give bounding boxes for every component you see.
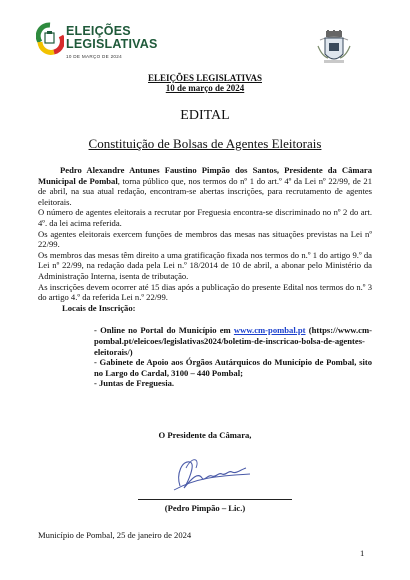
- document-type: EDITAL: [180, 108, 230, 123]
- logo-line-3: 10 DE MARÇO DE 2024: [66, 54, 122, 59]
- paragraph-5: As inscrições devem ocorrer até 15 dias após a publicação do presente Edital nos termos do n.º 3 do artigo 4.º da referida Lei n.º 22/99.: [38, 281, 372, 303]
- paragraph-1-text: , torna público que, nos termos do nº 1 do art.º 4º da Lei nº 22/99, de 21 de abril, na sua atual redação, encontram-se abertas inscrições, para recrutamento de agentes eleitorais.: [38, 175, 372, 207]
- location-item-online: [38, 325, 372, 357]
- header-date: 10 de março de 2024: [165, 83, 245, 93]
- location-item-online-prefix: - Online no Portal do Município em: [94, 325, 234, 336]
- location-item-office: - Gabinete de Apoio aos Órgãos Autárquicos do Município de Pombal, sito no Largo do Cardal, 3100 – 440 Pombal;: [94, 357, 372, 378]
- location-item-parishes: - Juntas de Freguesia.: [94, 378, 175, 389]
- location-item-online-url: (https://www.cm-pombal.pt/eleicoes/legislativas2024/boletim-de-inscricao-bolsa-de-agentes-eleitorais/): [94, 325, 372, 357]
- paragraph-2: O número de agentes eleitorais a recrutar por Freguesia encontra-se discriminado no nº 2 do art. 4º. da lei acima referida.: [38, 207, 372, 228]
- place-and-date: Município de Pombal, 25 de janeiro de 2024: [38, 530, 192, 540]
- page-number: 1: [360, 548, 365, 558]
- election-logo: [36, 20, 158, 78]
- paragraph-3: Os agentes eleitorais exercem funções de membros das mesas nas situações previstas na Lei nº 22/99.: [38, 228, 372, 250]
- locations-list: [38, 325, 372, 389]
- paragraph-4: Os membros das mesas têm direito a uma gratificação fixada nos termos do n.º 1 do artigo 9.º da Lei nº 22/99, na redação dada pela Lei n.º 18/2014 de 10 de abril, a abonar pelo Ministério da Administração Interna, isenta de tributação.: [38, 249, 372, 281]
- locais-heading: Locais de Inscrição:: [62, 302, 136, 313]
- president-name: Pedro Alexandre Antunes Faustino Pimpão dos Santos, Presidente da Câmara Municipal de Pombal: [38, 165, 372, 186]
- header-title: ELEIÇÕES LEGISLATIVAS: [148, 73, 262, 83]
- logo-line-1: ELEIÇÕES: [66, 24, 131, 38]
- document-body: [38, 165, 372, 389]
- signature-line: [138, 499, 292, 500]
- signatory-name: (Pedro Pimpão – Lic.): [164, 503, 246, 513]
- election-logo-icon: [36, 22, 64, 56]
- document-subject: Constituição de Bolsas de Agentes Eleitorais: [88, 136, 322, 151]
- municipal-crest-icon: [314, 30, 354, 66]
- logo-line-2: LEGISLATIVAS: [66, 37, 158, 51]
- handwritten-signature: [166, 448, 256, 496]
- signatory-role: O Presidente da Câmara,: [158, 430, 252, 440]
- portal-link[interactable]: www.cm-pombal.pt: [233, 325, 306, 336]
- paragraph-1: [38, 165, 372, 207]
